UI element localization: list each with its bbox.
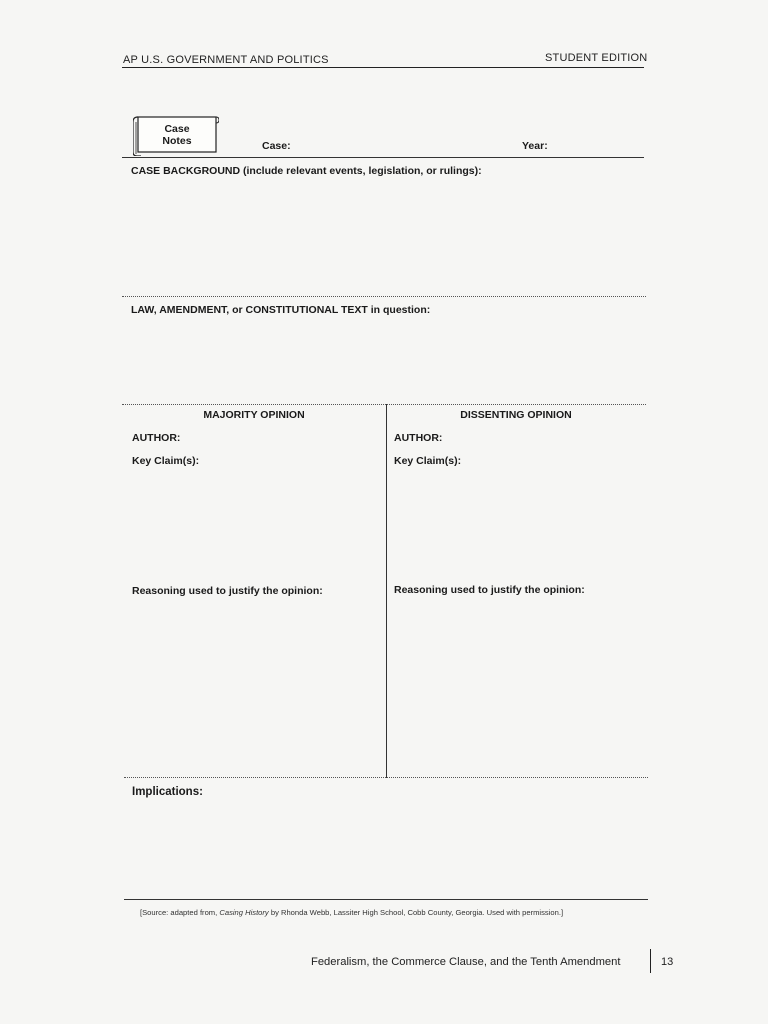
case-line: [122, 157, 644, 158]
edition-label: STUDENT EDITION: [545, 52, 648, 64]
case-notes-scroll-icon: [133, 114, 219, 156]
section-divider-2: [122, 404, 646, 405]
chapter-title: Federalism, the Commerce Clause, and the Tenth Amendment: [311, 956, 621, 968]
majority-reasoning-label: Reasoning used to justify the opinion:: [132, 585, 323, 597]
source-attribution: [Source: adapted from, Casing History by Rhonda Webb, Lassiter High School, Cobb County, Georgia. Used with permission.]: [140, 908, 564, 917]
implications-bottom-rule: [124, 899, 648, 900]
case-field-label: Case:: [262, 140, 291, 152]
dissent-key-claims-label: Key Claim(s):: [394, 455, 462, 467]
dissenting-opinion-heading: DISSENTING OPINION: [460, 409, 572, 421]
case-background-label: CASE BACKGROUND (include relevant events, legislation, or rulings):: [131, 165, 482, 177]
page-number: 13: [661, 956, 674, 968]
case-notes-line1: Case: [164, 123, 190, 135]
opinion-column-divider: [386, 404, 387, 778]
header-rule: [122, 67, 644, 68]
case-notes-line2: Notes: [162, 135, 192, 147]
footer-divider: [650, 949, 651, 973]
law-amendment-label: LAW, AMENDMENT, or CONSTITUTIONAL TEXT in question:: [131, 304, 431, 316]
source-book-title: Casing History: [219, 908, 269, 917]
year-field-label: Year:: [522, 140, 548, 152]
section-divider-1: [122, 296, 646, 297]
majority-opinion-heading: MAJORITY OPINION: [203, 409, 305, 421]
majority-key-claims-label: Key Claim(s):: [132, 455, 200, 467]
majority-author-label: AUTHOR:: [132, 432, 181, 444]
implications-label: Implications:: [132, 786, 203, 798]
dissent-reasoning-label: Reasoning used to justify the opinion:: [394, 584, 585, 596]
course-title: AP U.S. GOVERNMENT AND POLITICS: [123, 54, 329, 66]
section-divider-3: [124, 777, 648, 778]
dissent-author-label: AUTHOR:: [394, 432, 443, 444]
